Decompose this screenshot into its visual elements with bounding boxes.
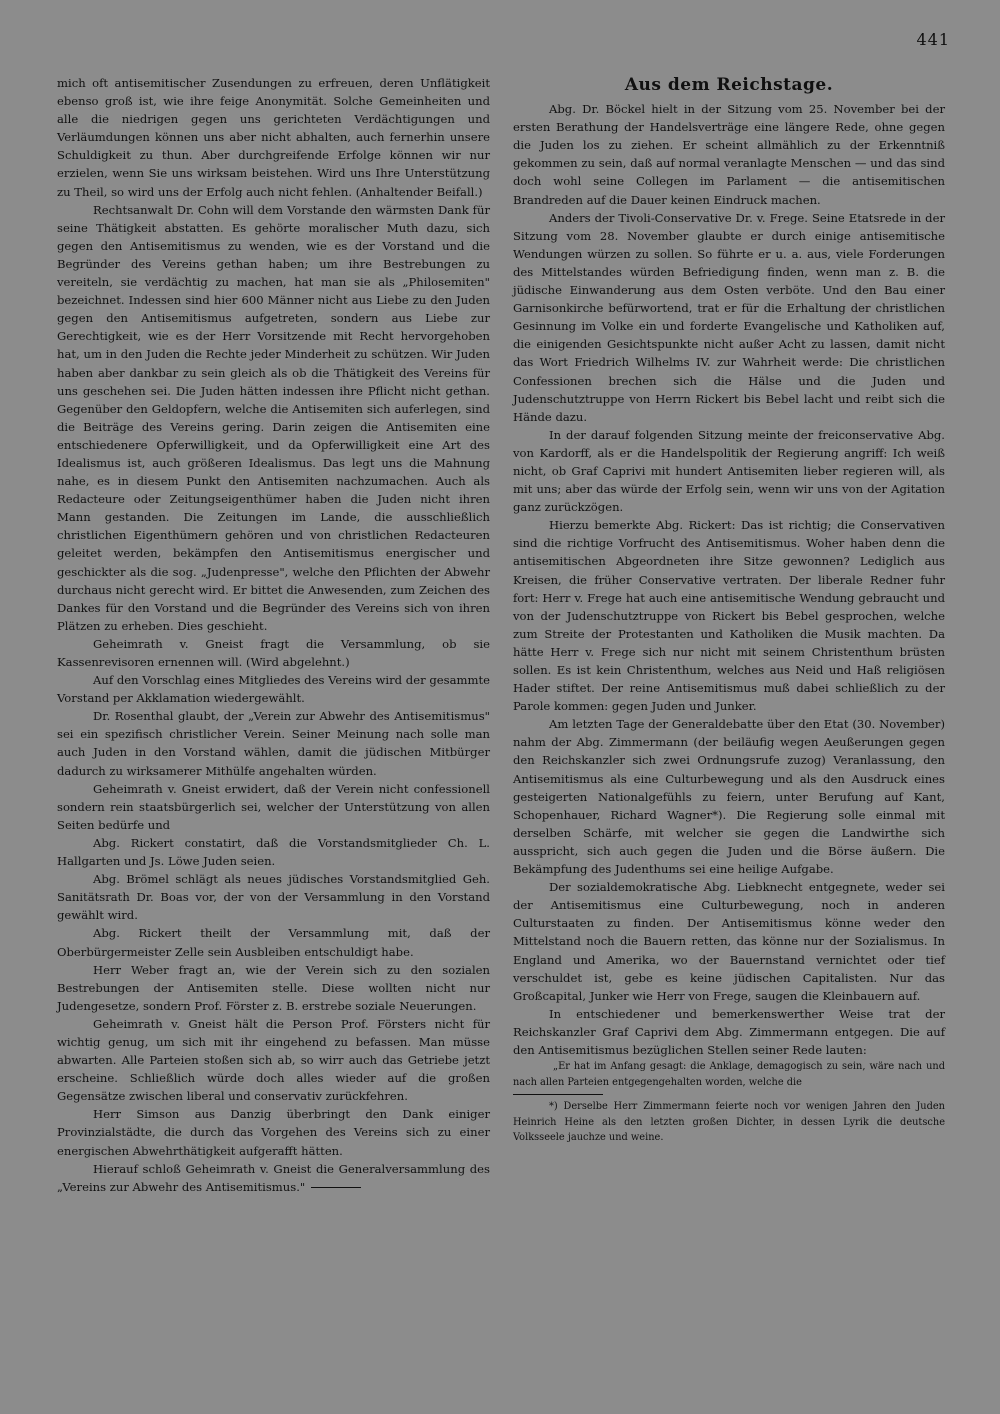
- paragraph: Dr. Rosenthal glaubt, der „Verein zur Abwehr des Antisemitismus" sei ein spezifisch christlicher Verein. Seiner Meinung nach solle man auch Juden in den Vorstand wählen, damit die jüdischen Mitbürger dadurch zu wirksamerer Mithülfe angehalten würden.: [57, 709, 490, 778]
- paragraph: Hierzu bemerkte Abg. Rickert: Das ist richtig; die Conservativen sind die richtige Vorfrucht des Antisemitismus. Woher haben denn die antisemitischen Abgeordneten ihre Sitze gewonnen? Lediglich aus Kreisen, die früher Conservative vertraten. Der liberale Redner fuhr fort: Herr v. Frege hat auch eine antisemitische Wendung gebraucht und von der Judenschutztruppe von Rickert bis Bebel gesprochen, welche zum Streite der Protestanten und Katholiken die Musik machten. Da hätte Herr v. Frege sich nur nicht mit seinem Christenthum brüsten sollen. Es ist kein Christenthum, welches aus Neid und Haß religiösen Hader stiftet. Der reine Antisemitismus muß dabei schließlich zu der Parole kommen: gegen Juden und Junker.: [513, 518, 945, 714]
- paragraph: Herr Weber fragt an, wie der Verein sich zu den sozialen Bestrebungen der Antisemiten stelle. Diese wollten nicht nur Judengesetze, sondern Prof. Förster z. B. erstrebe soziale Neuerungen.: [57, 962, 490, 1013]
- paragraph: Der sozialdemokratische Abg. Liebknecht entgegnete, weder sei der Antisemitismus eine Culturbewegung, noch in anderen Culturstaaten zu finden. Der Antisemitismus könne weder den Mittelstand noch die Bauern retten, das könne nur der Sozialismus. In England und Amerika, wo der Bauernstand vernichtet oder tief verschuldet ist, gebe es keine jüdischen Capitalisten. Nur das Großcapital, Junker wie Herr von Frege, saugen die Kleinbauern auf.: [513, 880, 945, 1003]
- paragraph: Geheimrath v. Gneist erwidert, daß der Verein nicht confessionell sondern rein staatsbürgerlich sei, welcher der Unterstützung von allen Seiten bedürfe und: [57, 781, 490, 832]
- paragraph: Geheimrath v. Gneist hält die Person Prof. Försters nicht für wichtig genug, um sich mit ihr eingehend zu befassen. Man müsse abwarten. Alle Parteien stoßen sich ab, so wirr auch das Getriebe jetzt erscheine. Schließlich würde doch alles wieder auf die großen Gegensätze zwischen liberal und conservativ zurückfehren.: [57, 1016, 490, 1104]
- paragraph: mich oft antisemitischer Zusendungen zu erfreuen, deren Unflätigkeit ebenso groß ist, wie ihre feige Anonymität. Solche Gemeinheiten und alle die niedrigen gegen uns gerichteten Verdächtigungen und Verläumdungen können uns aber nicht abhalten, auch fernerhin unsere Schuldigkeit zu thun. Aber durchgreifende Erfolge können wir nur erzielen, wenn Sie uns wirksam beistehen. Wird uns Ihre Unterstützung zu Theil, so wird uns der Erfolg auch nicht fehlen. (Anhaltender Beifall.): [57, 76, 490, 199]
- paragraph: In der darauf folgenden Sitzung meinte der freiconservative Abg. von Kardorff, als er die Handelspolitik der Regierung angriff: Ich weiß nicht, ob Graf Caprivi mit hundert Antisemiten lieber regieren will, als mit uns; aber das würde der Erfolg sein, wenn wir uns von der Agitation ganz zurückzögen.: [513, 427, 945, 515]
- paragraph: Herr Simson aus Danzig überbringt den Dank einiger Provinzialstädte, die durch das Vorgehen des Vereins sich zu einer energischen Abwehrthätigkeit aufgerafft hätten.: [57, 1107, 490, 1158]
- paragraph: In entschiedener und bemerkenswerther Weise trat der Reichskanzler Graf Caprivi dem Abg. Zimmermann entgegen. Die auf den Antisemitismus bezüglichen Stellen seiner Rede lauten:: [513, 1006, 945, 1057]
- paragraph: Rechtsanwalt Dr. Cohn will dem Vorstande den wärmsten Dank für seine Thätigkeit abstatten. Es gehörte moralischer Muth dazu, sich gegen den Antisemitismus zu wenden, wie es der Vorstand und die Begründer des Vereins gethan haben; um ihre Bestrebungen zu vereiteln, sie verdächtig zu machen, hat man sie als „Philosemiten" bezeichnet. Indessen sind hier 600 Männer nicht aus Liebe zu den Juden gegen den Antisemitismus aufgetreten, sondern aus Liebe zur Gerechtigkeit, wie es der Herr Vorsitzende mit Recht hervorgehoben hat, um in den Juden die Rechte jeder Minderheit zu schützen. Wir Juden haben aber dankbar zu sein gleich als ob die Thätigkeit des Vereins für uns geschehen sei. Die Juden hätten indessen ihre Pflicht nicht gethan. Gegenüber den Geldopfern, welche die Antisemiten sich auferlegen, sind die Beiträge des Vereins gering. Darin zeigen die Antisemiten eine entschiedenere Opferwilligkeit, und da Opferwilligkeit eine Art des Idealismus ist, auch größeren Idealismus. Das legt uns die Mahnung nahe, es in diesem Punkt den Antisemiten nachzumachen. Auch als Redacteure oder Zeitungseigenthümer haben die Juden nicht ihren Mann gestanden. Die Zeitungen im Lande, die ausschließlich christlichen Eigenthümern gehören und von christlichen Redacteuren geleitet werden, bekämpfen den Antisemitismus energischer und geschickter als die sog. „Judenpresse", welche den Pflichten der Abwehr durchaus nicht gerecht wird. Er bittet die Anwesenden, zum Zeichen des Dankes für den Vorstand und die Begründer des Vereins sich von ihren Plätzen zu erheben. Dies geschieht.: [57, 202, 490, 633]
- right-column: [513, 76, 945, 1146]
- footnote-divider: [513, 1094, 603, 1095]
- footnote: *) Derselbe Herr Zimmermann feierte noch vor wenigen Jahren den Juden Heinrich Heine als den letzten großen Dichter, in dessen Lyrik die deutsche Volksseele jauchze und weine.: [513, 1101, 945, 1144]
- section-title: Aus dem Reichstage.: [624, 75, 834, 95]
- paragraph: Abg. Brömel schlägt als neues jüdisches Vorstandsmitglied Geh. Sanitätsrath Dr. Boas vor, der von der Versammlung in den Vorstand gewählt wird.: [57, 872, 490, 923]
- paragraph: Auf den Vorschlag eines Mitgliedes des Vereins wird der gesammte Vorstand per Akklamation wiedergewählt.: [57, 673, 490, 706]
- end-rule: [311, 1187, 361, 1188]
- quote: „Er hat im Anfang gesagt: die Anklage, demagogisch zu sein, wäre nach und nach allen Parteien entgegengehalten worden, welche die: [513, 1061, 945, 1088]
- paragraph: Am letzten Tage der Generaldebatte über den Etat (30. November) nahm der Abg. Zimmermann (der beiläufig wegen Aeußerungen gegen den Reichskanzler sich zwei Ordnungsrufe zuzog) Veranlassung, den Antisemitismus als eine Culturbewegung und als den Ausdruck eines gesteigerten Nationalgefühls zu feiern, unter Berufung auf Kant, Schopenhauer, Richard Wagner*). Die Regierung solle einmal mit derselben Schärfe, mit welcher sie gegen die Landwirthe sich ausspricht, sich auch gegen die Juden und die Börse äußern. Die Bekämpfung des Judenthums sei eine heilige Aufgabe.: [513, 717, 945, 877]
- paragraph: Anders der Tivoli-Conservative Dr. v. Frege. Seine Etatsrede in der Sitzung vom 28. November glaubte er durch einige antisemitische Wendungen würzen zu sollen. So führte er u. a. aus, viele Forderungen des Mittelstandes würden Befriedigung finden, wenn man z. B. die jüdische Einwanderung aus dem Osten verböte. Und den Bau einer Garnisonkirche befürwortend, trat er für die Erhaltung der christlichen Gesinnung im Volke ein und forderte Evangelische und Katholiken auf, die einigenden Gesichtspunkte nicht außer Acht zu lassen, damit nicht das Wort Friedrich Wilhelms IV. zur Wahrheit werde: Die christlichen Confessionen brechen sich die Hälse und die Juden und Judenschutztruppe von Herrn Rickert bis Bebel lacht und reibt sich die Hände dazu.: [513, 210, 945, 424]
- closing-paragraph: [57, 1160, 490, 1196]
- paragraph: Geheimrath v. Gneist fragt die Versammlung, ob sie Kassenrevisoren ernennen will. (Wird abgelehnt.): [57, 636, 490, 669]
- paragraph: Abg. Rickert constatirt, daß die Vorstandsmitglieder Ch. L. Hallgarten und Js. Löwe Juden seien.: [57, 835, 490, 869]
- paragraph: Abg. Rickert theilt der Versammlung mit, daß der Oberbürgermeister Zelle sein Ausbleiben entschuldigt habe.: [57, 926, 490, 959]
- closing-text: Hierauf schloß Geheimrath v. Gneist die Generalversammlung des „Vereins zur Abwehr des Antisemitismus.": [57, 1161, 490, 1194]
- left-column: [57, 74, 490, 1196]
- page-number: 441: [916, 30, 950, 49]
- paragraph: Abg. Dr. Böckel hielt in der Sitzung vom 25. November bei der ersten Berathung der Handelsverträge eine längere Rede, ohne gegen die Juden los zu ziehen. Er scheint allmählich zu der Erkenntniß gekommen zu sein, daß auf normal veranlagte Menschen — und das sind doch wohl seine Collegen im Parlament — die antisemitischen Brandreden auf die Dauer keinen Eindruck machen.: [513, 102, 945, 207]
